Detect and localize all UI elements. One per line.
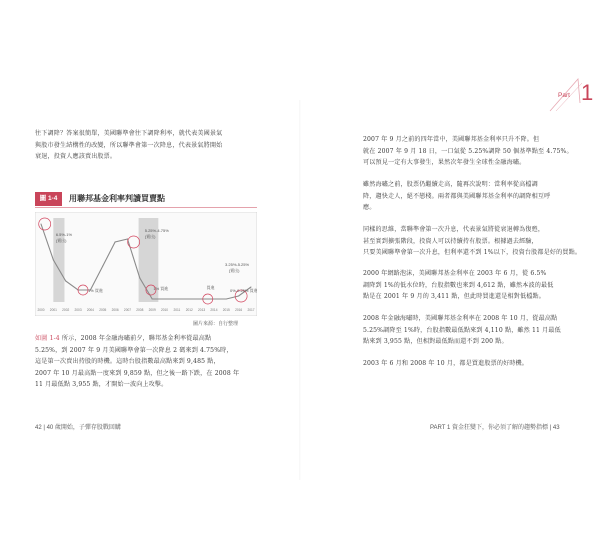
text-line: 5.25%，到 2007 年 9 月美國聯準會第一次降息 2 碼來到 4.75%時， bbox=[35, 346, 233, 354]
recession-band bbox=[53, 218, 64, 302]
annotation-label: 6.5%-1% bbox=[55, 232, 73, 237]
text-line: 5.25%調降至 1%時，台股指數最低點來到 4,110 點，雖然 11 月最低 bbox=[363, 326, 561, 334]
x-tick-label: 2000 bbox=[37, 308, 45, 312]
x-tick-label: 2011 bbox=[173, 308, 181, 312]
rate-data-point bbox=[127, 239, 128, 240]
figure-rule bbox=[35, 207, 257, 208]
text-line: 同樣的思維，當聯準會第一次升息，代表景氣將從衰退轉為復甦， bbox=[363, 226, 545, 233]
text-line: 11 月最低點 3,955 點，才開始一波向上攻擊。 bbox=[35, 381, 168, 389]
annotation-label: 買進 bbox=[206, 285, 215, 290]
figure-title: 用聯邦基金利率判讀買賣點 bbox=[69, 194, 165, 203]
rate-data-point bbox=[238, 296, 239, 297]
x-tick-label: 2012 bbox=[185, 308, 193, 312]
rate-data-point bbox=[226, 299, 227, 300]
x-tick-label: 2015 bbox=[222, 308, 230, 312]
x-tick-label: 2002 bbox=[62, 308, 70, 312]
x-tick-label: 2006 bbox=[111, 308, 119, 312]
text-line: 點是在 2001 年 9 月的 3,411 點，但此時買進還是相對低檔點。 bbox=[363, 293, 545, 301]
rate-data-point bbox=[41, 224, 42, 225]
annotation-label: 1% 買進 bbox=[153, 286, 169, 291]
paragraph-3 bbox=[363, 224, 581, 259]
x-tick-label: 2001 bbox=[49, 308, 57, 312]
figure-tag: 圖 1-4 bbox=[35, 192, 62, 206]
text-line: 如圖 1-4 所示，2008 年金融海嘯前夕，聯邦基金利率從最高點 bbox=[35, 335, 212, 342]
annotation-label: (賣出) bbox=[144, 234, 156, 239]
rate-chart-svg bbox=[35, 212, 257, 316]
text-line: 降，趨快走人，絕不戀棧。兩者都與美國聯邦基金利率的調降相互呼 bbox=[363, 192, 551, 200]
x-tick-label: 2005 bbox=[99, 308, 107, 312]
rate-data-point bbox=[139, 278, 140, 279]
annotation-label: 1% 買進 bbox=[87, 288, 103, 293]
part-number: 1 bbox=[581, 80, 594, 105]
text-line: 2003 年 6 月和 2008 年 10 月，都是買進股票的好時機。 bbox=[363, 360, 529, 367]
x-tick-label: 2008 bbox=[136, 308, 144, 312]
rate-chart bbox=[35, 212, 257, 316]
intro-paragraph bbox=[35, 128, 222, 163]
rate-data-point bbox=[213, 299, 214, 300]
text-line: 可以預見一定有大事發生，果然次年發生全球性金融海嘯。 bbox=[363, 159, 526, 167]
body-paragraph bbox=[35, 333, 239, 391]
text-line: 2008 年金融海嘯時，美國聯邦基金利率在 2008 年 10 月，從最高點 bbox=[363, 315, 558, 322]
text-line: 衰退，投資人應該賣出股票。 bbox=[35, 153, 117, 161]
x-tick-label: 2014 bbox=[210, 308, 218, 312]
rate-data-point bbox=[102, 266, 103, 267]
rate-data-point bbox=[53, 260, 54, 261]
text-line: 2007 年 9 月之前的四年當中，美國聯邦基金利率只升不降。但 bbox=[363, 136, 540, 143]
text-line: 雖然海嘯之前，股票仍繼續走高，隨再次說明：當利率從高檔調 bbox=[363, 181, 538, 188]
figure-header bbox=[35, 192, 257, 206]
right-footer: PART 1 資金狂變下，你必須了解的趨勢指標 | 43 bbox=[430, 425, 560, 431]
x-tick-label: 2003 bbox=[74, 308, 82, 312]
paragraph-1 bbox=[363, 134, 573, 169]
text-line: 只要美國聯準會第一次升息，但利率還不到 1%以下，投資台股都是好的買點。 bbox=[363, 249, 582, 257]
rate-data-point bbox=[152, 299, 153, 300]
rate-data-point bbox=[115, 242, 116, 243]
figure-source: 圖片來源：自行整理 bbox=[193, 321, 239, 327]
annotation-label: (賣出) bbox=[55, 238, 67, 243]
figure-reference: 如圖 1-4 bbox=[35, 335, 60, 342]
rate-data-point bbox=[65, 281, 66, 282]
x-tick-label: 2010 bbox=[160, 308, 169, 312]
annotation-label: 5.25%-4.75% bbox=[144, 228, 169, 233]
x-tick-label: 2009 bbox=[148, 308, 156, 312]
left-footer: 42 | 40 歲開始，子彈存股戰回購 bbox=[35, 425, 121, 431]
x-tick-label: 2017 bbox=[247, 308, 255, 312]
text-line: 2007 年 10 月最高點一度來到 9,859 點，但之後一路下跌，在 2008 年 bbox=[35, 369, 240, 377]
text-line: 調降到 1%的低水位時，台股指數也來到 4,612 點，雖然本波的最低 bbox=[363, 281, 554, 289]
text-line: 就在 2007 年 9 月 18 日，一口氣從 5.25%調降 50 個基準點至 4.75%。 bbox=[363, 147, 573, 155]
paragraph-5 bbox=[363, 313, 561, 348]
text-line: 與股市發生結構性的改變，所以聯準會第一次降息，代表景氣將開始 bbox=[35, 141, 223, 149]
rate-data-point bbox=[201, 299, 202, 300]
rate-data-point bbox=[164, 299, 165, 300]
x-tick-label: 2004 bbox=[86, 308, 94, 312]
annotation-label: 0%-0.25% 買進 bbox=[230, 288, 257, 293]
rate-data-point bbox=[176, 299, 177, 300]
paragraph-2 bbox=[363, 179, 550, 214]
annotation-label: 3.25%-5.25% bbox=[225, 262, 250, 267]
x-tick-label: 2007 bbox=[123, 308, 132, 312]
paragraph-6 bbox=[363, 358, 528, 370]
text-line: 點來到 3,955 點，但相對最低點而還不到 200 點。 bbox=[363, 338, 508, 346]
paragraph-4 bbox=[363, 268, 554, 303]
text-line: 這是第一次賣出持股的時機。這時台股指數最高點來到 9,485 點， bbox=[35, 358, 220, 366]
text-line: 2000 年網路泡沫，美國聯邦基金利率在 2003 年 6 月，從 6.5% bbox=[363, 270, 547, 277]
rate-data-point bbox=[189, 299, 190, 300]
part-label: Part bbox=[558, 92, 570, 99]
text-line: 甚至實到擴張階段，投資人可以持續持有股票。根據過去經驗， bbox=[363, 237, 538, 245]
annotation-label: (賣出) bbox=[228, 268, 240, 273]
x-tick-label: 2013 bbox=[198, 308, 206, 312]
x-tick-label: 2016 bbox=[235, 308, 243, 312]
text-line: 應。 bbox=[363, 204, 376, 212]
text-line: 往下調降？答案很簡單，美國聯準會往下調降利率，就代表美國景氣 bbox=[35, 130, 223, 137]
